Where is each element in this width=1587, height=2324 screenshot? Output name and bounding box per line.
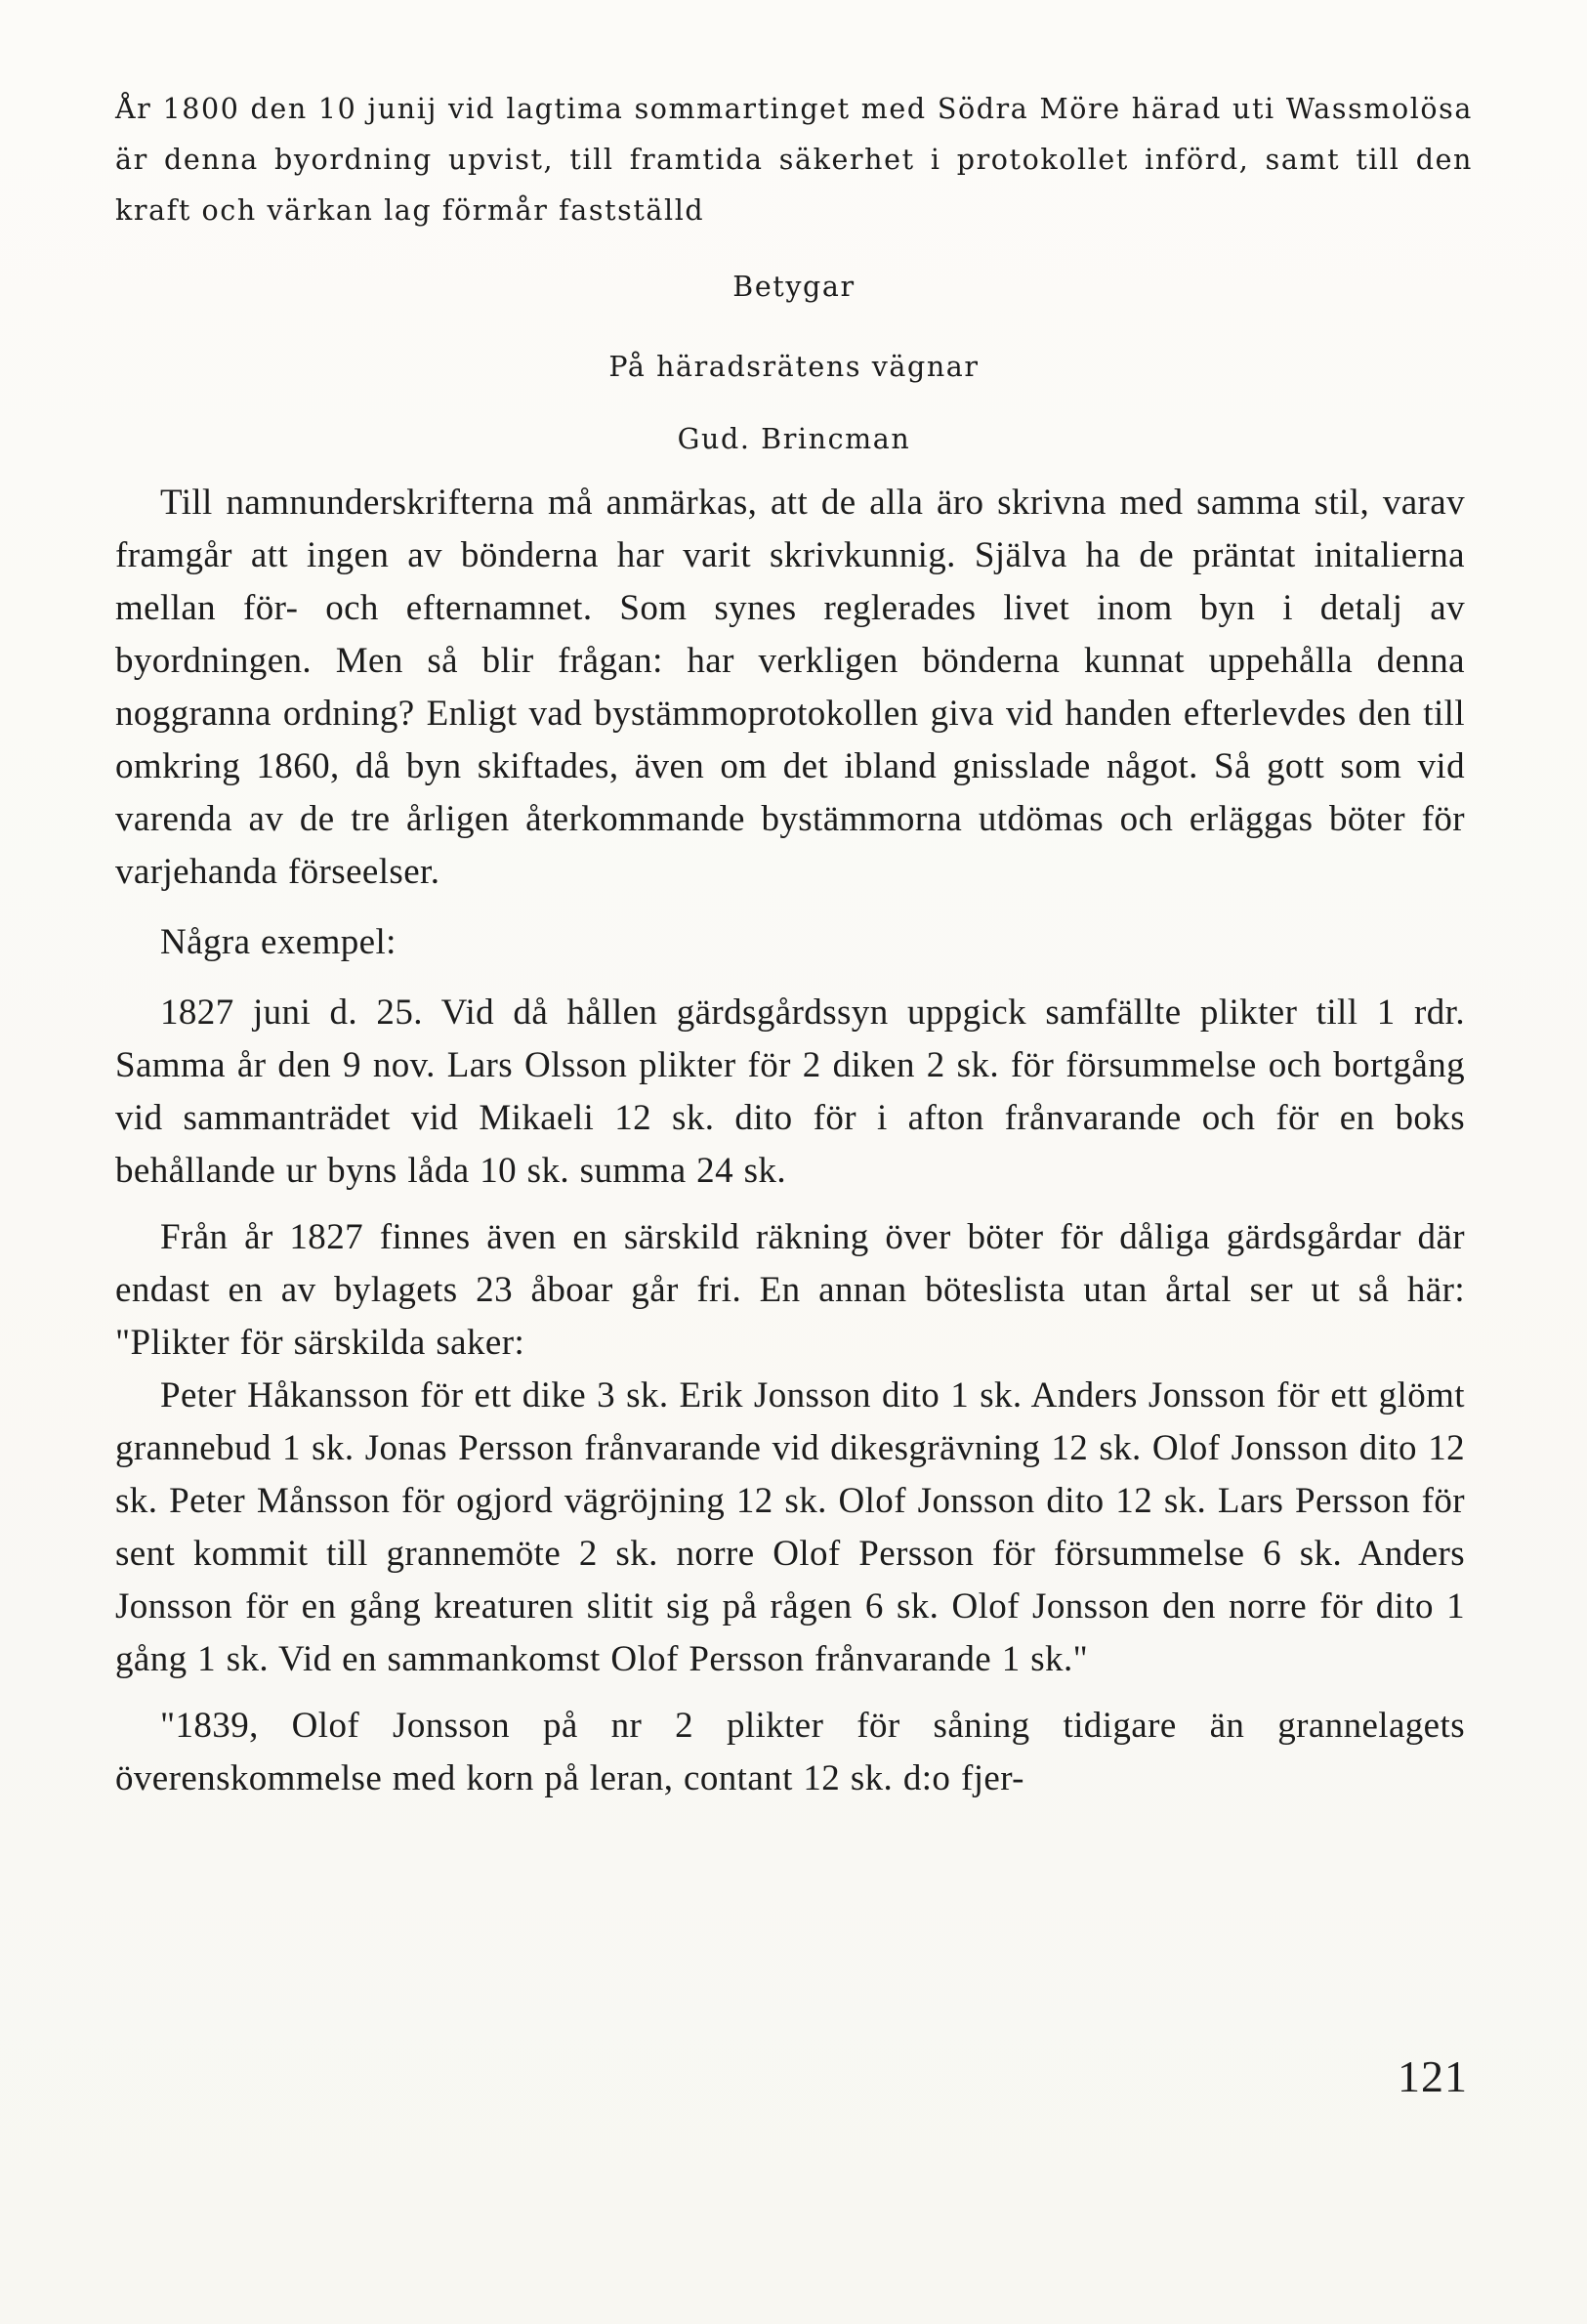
byordning-attestation [115, 84, 1473, 459]
signature-name: Gud. Brincman [677, 423, 911, 455]
paragraph-examples-heading: Några exempel: [160, 922, 397, 962]
paragraph-signatures: Till namnunderskrifterna må anmärkas, att de alla äro skrivna med samma stil, varav framgår att ingen av bönderna har varit skrivkunnig. Själva ha de präntat initalierna mellan för- och efternamnet. Som synes reglerades livet inom byn i detalj av byordningen. Men så blir frågan: har verkligen bönderna kunnat uppehålla denna noggranna ordning? Enligt vad bystämmoprotokollen giva vid handen efterlevdes den till omkring 1860, då byn skiftades, även om det ibland gnisslade något. Så gott som vid varenda av de tre årligen återkommande bystämmorna utdömas och erläggas böter för varjehanda förseelser. [115, 483, 1465, 892]
attestation-paragraph: År 1800 den 10 junij vid lagtima sommartinget med Södra Möre härad uti Wassmolösa är denna byordning upvist, till framtida säkerhet i protokollet införd, samt till den kraft och värkan lag förmår fastställd [115, 93, 1473, 227]
paragraph-fine-list: Peter Håkansson för ett dike 3 sk. Erik Jonsson dito 1 sk. Anders Jonsson för ett glömt grannebud 1 sk. Jonas Persson frånvarande vid dikesgrävning 12 sk. Olof Jonsson dito 12 sk. Peter Månsson för ogjord vägröjning 12 sk. Olof Jonsson dito 12 sk. Lars Persson för sent kommit till grannemöte 2 sk. norre Olof Persson för försummelse 6 sk. Anders Jonsson för en gång kreaturen slitit sig på rågen 6 sk. Olof Jonsson den norre för dito 1 gång 1 sk. Vid en sammankomst Olof Persson frånvarande 1 sk." [115, 1375, 1465, 1679]
signature-line-haradsratt: På häradsrätens vägnar [608, 351, 980, 383]
paragraph-1827-example: 1827 juni d. 25. Vid då hållen gärdsgårdssyn uppgick samfällte plikter till 1 rdr. Samma år den 9 nov. Lars Olsson plikter för 2 diken 2 sk. för försummelse och bortgång vid sammanträdet vid Mikaeli 12 sk. dito för i afton frånvarande och för en boks behållande ur byns låda 10 sk. summa 24 sk. [115, 993, 1465, 1191]
paragraph-1839-example: "1839, Olof Jonsson på nr 2 plikter för såning tidigare än grannelagets överenskommelse med korn på leran, contant 12 sk. d:o fjer- [115, 1706, 1465, 1798]
page-number: 121 [1398, 2051, 1468, 2101]
signature-line-betygar: Betygar [732, 271, 856, 303]
main-text [115, 477, 1465, 1805]
paragraph-fine-list-intro: Från år 1827 finnes även en särskild räkning över böter för dåliga gärdsgårdar där endast en av bylagets 23 åboar går fri. En annan böteslista utan årtal ser ut så här: "Plikter för särskilda saker: [115, 1217, 1465, 1363]
